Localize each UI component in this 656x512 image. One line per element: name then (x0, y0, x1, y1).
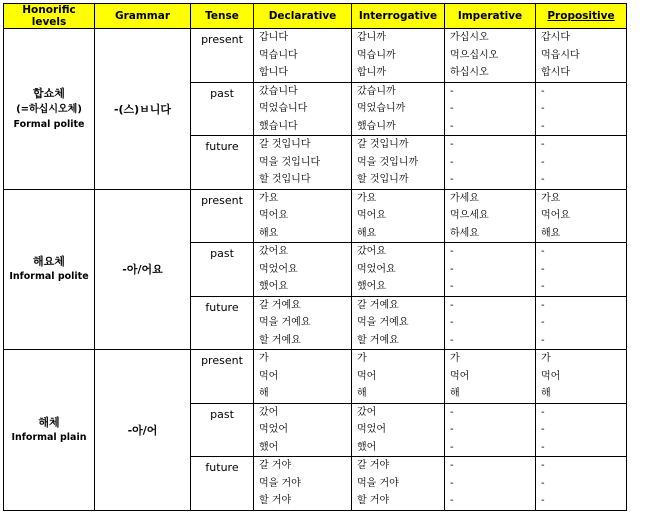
declarative-form: 갈 거야 (259, 460, 292, 471)
propositive-form: 해 (541, 388, 551, 399)
tense-label: present (191, 29, 254, 83)
imperative-form: - (450, 441, 454, 453)
interrogative-form: 갔어 (357, 406, 377, 418)
declarative-form: 갑니다 (259, 32, 288, 43)
declarative-form: 할 것입니다 (259, 174, 311, 185)
imperative-forms (445, 350, 536, 404)
imperative-forms (445, 296, 536, 350)
declarative-form: 갔습니다 (259, 85, 298, 97)
tense-label: past (191, 243, 254, 297)
propositive-form: 해요 (541, 227, 561, 239)
level-name-korean: 해체 (38, 415, 60, 429)
interrogative-form: 갈 것입니까 (357, 139, 409, 150)
interrogative-forms (352, 189, 445, 243)
interrogative-form: 했어 (357, 441, 377, 453)
interrogative-forms (352, 457, 445, 511)
propositive-forms (536, 29, 627, 83)
propositive-form: - (541, 334, 545, 346)
header-grammar: Grammar (95, 4, 191, 29)
propositive-form: - (541, 85, 545, 97)
interrogative-forms (352, 243, 445, 297)
declarative-form: 먹었습니다 (259, 103, 308, 114)
interrogative-form: 먹었어 (357, 424, 386, 435)
propositive-forms (536, 403, 627, 457)
imperative-form: - (450, 495, 454, 506)
interrogative-form: 가 (357, 353, 367, 364)
declarative-form: 합니다 (259, 67, 288, 78)
imperative-form: 가십시오 (450, 32, 489, 43)
declarative-form: 먹을 거예요 (259, 317, 311, 328)
propositive-form: - (541, 156, 545, 168)
level-name-korean: 합쇼체 (33, 86, 65, 100)
imperative-form: - (450, 424, 454, 435)
imperative-form: 먹으세요 (450, 210, 489, 221)
interrogative-form: 했습니까 (357, 120, 396, 132)
declarative-form: 먹었어 (259, 424, 288, 435)
imperative-form: 하세요 (450, 227, 479, 239)
propositive-form: - (541, 103, 545, 114)
level-name-english: Informal plain (11, 431, 87, 443)
grammar-ending: -아/어요 (95, 189, 191, 350)
declarative-form: 갔어 (259, 406, 279, 418)
level-name-english: Formal polite (13, 118, 85, 130)
declarative-form: 가 (259, 353, 269, 364)
imperative-form: 먹으십시오 (450, 49, 499, 61)
propositive-form: - (541, 317, 545, 328)
declarative-forms (254, 243, 352, 297)
interrogative-form: 갈 거예요 (357, 299, 399, 311)
declarative-forms (254, 189, 352, 243)
interrogative-form: 먹었어요 (357, 263, 396, 275)
imperative-form: - (450, 103, 454, 114)
interrogative-form: 갑니까 (357, 32, 386, 43)
declarative-form: 했어요 (259, 281, 288, 292)
imperative-form: - (450, 263, 454, 275)
interrogative-forms (352, 82, 445, 136)
declarative-form: 먹을 거야 (259, 477, 301, 489)
declarative-form: 먹을 것입니다 (259, 156, 321, 168)
propositive-form: 가 (541, 353, 551, 364)
declarative-forms (254, 457, 352, 511)
interrogative-form: 가요 (357, 192, 377, 204)
grammar-ending: -아/어 (95, 350, 191, 511)
interrogative-form: 갔어요 (357, 246, 386, 257)
interrogative-forms (352, 29, 445, 83)
tense-label: present (191, 189, 254, 243)
header-tense: Tense (191, 4, 254, 29)
imperative-form: - (450, 317, 454, 328)
declarative-forms (254, 136, 352, 190)
interrogative-form: 할 거야 (357, 495, 390, 506)
honorific-level-cell (4, 189, 95, 350)
interrogative-form: 먹어요 (357, 210, 386, 221)
declarative-form: 갈 거예요 (259, 299, 301, 311)
tense-label: present (191, 350, 254, 404)
propositive-forms (536, 296, 627, 350)
interrogative-form: 해 (357, 388, 367, 399)
table-row (4, 350, 627, 404)
imperative-forms (445, 403, 536, 457)
imperative-form: - (450, 299, 454, 311)
imperative-forms (445, 29, 536, 83)
imperative-form: - (450, 174, 454, 185)
declarative-form: 해요 (259, 227, 279, 239)
tense-label: past (191, 403, 254, 457)
declarative-form: 할 거야 (259, 495, 292, 506)
imperative-forms (445, 82, 536, 136)
propositive-form: 합시다 (541, 67, 570, 78)
declarative-form: 먹었어요 (259, 263, 298, 275)
interrogative-form: 했어요 (357, 281, 386, 292)
imperative-forms (445, 136, 536, 190)
propositive-form: - (541, 477, 545, 489)
declarative-form: 갈 것입니다 (259, 139, 311, 150)
propositive-form: - (541, 406, 545, 418)
propositive-forms (536, 189, 627, 243)
tense-label: future (191, 296, 254, 350)
interrogative-form: 먹을 거야 (357, 477, 399, 489)
header-declarative: Declarative (254, 4, 352, 29)
imperative-form: - (450, 334, 454, 346)
declarative-form: 했어 (259, 441, 279, 453)
level-name-korean: 해요체 (33, 255, 65, 269)
interrogative-form: 먹을 것입니까 (357, 156, 419, 168)
propositive-form: - (541, 281, 545, 292)
imperative-forms (445, 189, 536, 243)
interrogative-form: 먹어 (357, 370, 377, 382)
imperative-form: - (450, 85, 454, 97)
declarative-form: 해 (259, 388, 269, 399)
header-propositive-label: Propositive (547, 10, 615, 22)
imperative-form: - (450, 246, 454, 257)
grammar-ending: -(스)ㅂ니다 (95, 29, 191, 190)
declarative-form: 했습니다 (259, 120, 298, 132)
declarative-forms (254, 82, 352, 136)
interrogative-form: 먹습니까 (357, 49, 396, 61)
propositive-form: - (541, 174, 545, 185)
propositive-form: 먹어 (541, 370, 561, 382)
interrogative-form: 갈 거야 (357, 460, 390, 471)
declarative-forms (254, 350, 352, 404)
level-name-alternate: (=하십시오체) (16, 103, 82, 115)
conjugation-table (3, 3, 627, 511)
table-row (4, 29, 627, 83)
propositive-form: - (541, 263, 545, 275)
interrogative-form: 할 거예요 (357, 334, 399, 346)
declarative-form: 갔어요 (259, 246, 288, 257)
propositive-form: - (541, 299, 545, 311)
header-honorific-levels: Honorific levels (4, 4, 95, 29)
declarative-forms (254, 403, 352, 457)
propositive-forms (536, 457, 627, 511)
propositive-forms (536, 243, 627, 297)
propositive-form: - (541, 441, 545, 453)
interrogative-form: 할 것입니까 (357, 174, 409, 185)
imperative-form: 가세요 (450, 192, 479, 204)
imperative-form: - (450, 156, 454, 168)
propositive-form: - (541, 120, 545, 132)
declarative-forms (254, 296, 352, 350)
propositive-form: 먹읍시다 (541, 49, 580, 61)
imperative-form: - (450, 120, 454, 132)
imperative-form: 하십시오 (450, 67, 489, 78)
imperative-forms (445, 457, 536, 511)
propositive-form: - (541, 246, 545, 257)
imperative-form: - (450, 477, 454, 489)
declarative-forms (254, 29, 352, 83)
header-imperative: Imperative (445, 4, 536, 29)
imperative-forms (445, 243, 536, 297)
propositive-form: - (541, 460, 545, 471)
level-name-english: Informal polite (9, 271, 89, 283)
propositive-forms (536, 350, 627, 404)
imperative-form: - (450, 281, 454, 292)
imperative-form: 먹어 (450, 370, 470, 382)
imperative-form: 해 (450, 388, 460, 399)
interrogative-forms (352, 403, 445, 457)
declarative-form: 할 거예요 (259, 334, 301, 346)
tense-label: past (191, 82, 254, 136)
honorific-level-cell (4, 350, 95, 511)
header-propositive (536, 4, 627, 29)
propositive-forms (536, 82, 627, 136)
declarative-form: 먹습니다 (259, 49, 298, 61)
imperative-form: - (450, 406, 454, 418)
tense-label: future (191, 457, 254, 511)
table-row (4, 189, 627, 243)
honorific-level-cell (4, 29, 95, 190)
imperative-form: - (450, 139, 454, 150)
propositive-form: 먹어요 (541, 210, 570, 221)
declarative-form: 먹어요 (259, 210, 288, 221)
propositive-forms (536, 136, 627, 190)
imperative-form: - (450, 460, 454, 471)
interrogative-form: 먹을 거예요 (357, 317, 409, 328)
declarative-form: 가요 (259, 192, 279, 204)
interrogative-form: 합니까 (357, 67, 386, 78)
header-row (4, 4, 627, 29)
interrogative-form: 먹었습니까 (357, 103, 406, 114)
tense-label: future (191, 136, 254, 190)
propositive-form: 가요 (541, 192, 561, 204)
declarative-form: 먹어 (259, 370, 279, 382)
propositive-form: - (541, 424, 545, 435)
interrogative-forms (352, 350, 445, 404)
propositive-form: - (541, 495, 545, 506)
propositive-form: - (541, 139, 545, 150)
interrogative-form: 갔습니까 (357, 85, 396, 97)
header-interrogative: Interrogative (352, 4, 445, 29)
interrogative-forms (352, 296, 445, 350)
imperative-form: 가 (450, 353, 460, 364)
interrogative-forms (352, 136, 445, 190)
interrogative-form: 해요 (357, 227, 377, 239)
propositive-form: 갑시다 (541, 32, 570, 43)
